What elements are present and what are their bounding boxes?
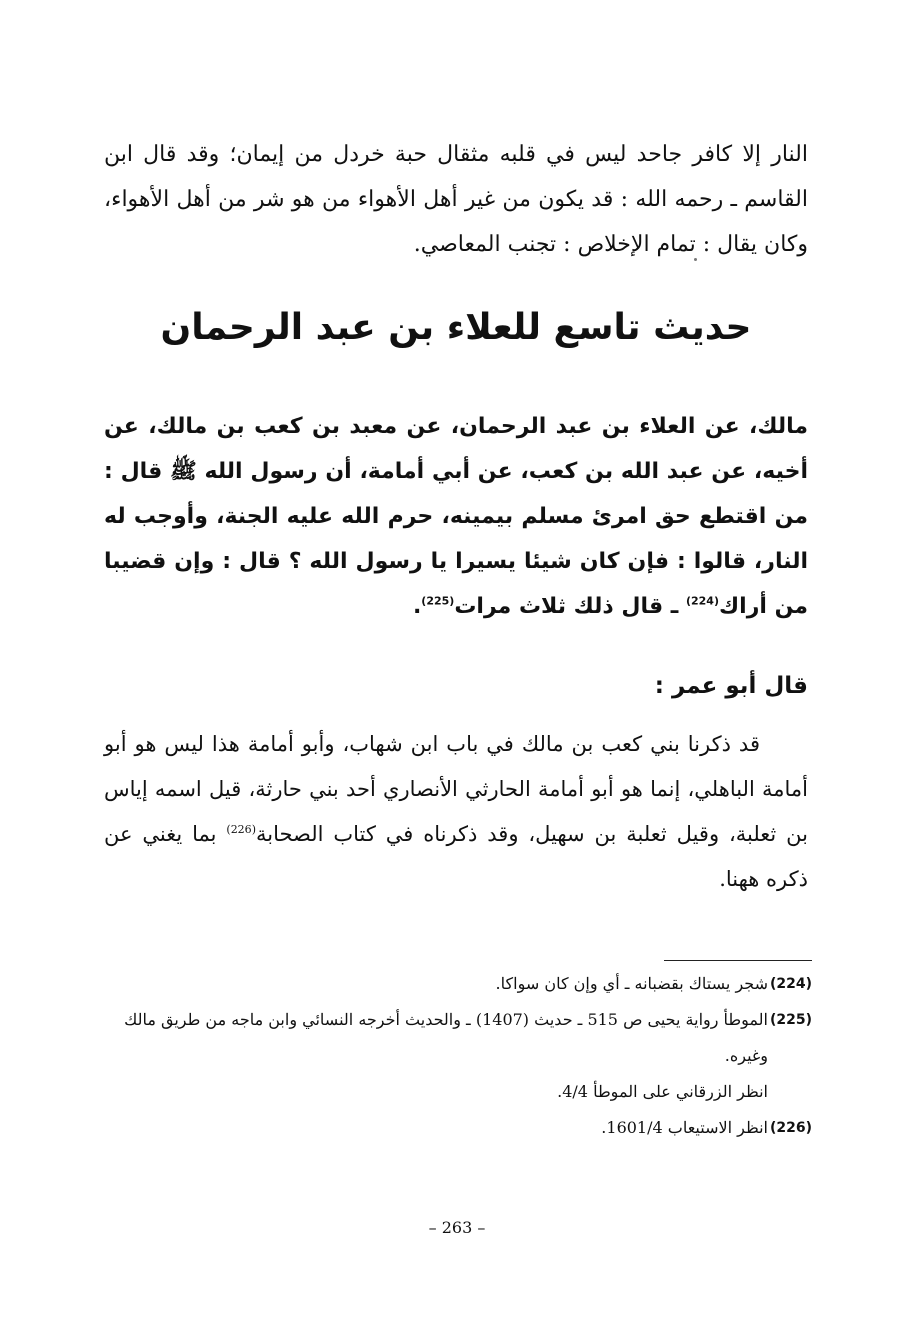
hadith-paragraph: [104, 404, 808, 629]
ink-speck: [694, 258, 697, 261]
footnote-number: (224): [769, 976, 812, 992]
footnote-ref-226: (226): [226, 823, 256, 836]
footnote-number: (225): [769, 1012, 812, 1028]
footnote-225: [104, 1002, 812, 1110]
intro-paragraph: النار إلا كافر جاحد ليس في قلبه مثقال حبة خردل من إيمان؛ وقد قال ابن القاسم ـ رحمه الله : قد يكون من غير أهل الأهواء من هو شر من أهل الأهواء، وكان يقال : تمام الإخلاص : تجنب المعاصي.: [104, 142, 808, 257]
commentary-paragraph: [104, 722, 808, 902]
footnote-ref-224: (224): [685, 594, 719, 608]
commentary-text-end: بما يغني عن ذكره ههنا.: [104, 822, 808, 891]
footnote-separator: [664, 960, 812, 961]
footnotes: [104, 966, 812, 1146]
footnote-text: انظر الزرقاني على الموطأ 4/4.: [557, 1082, 768, 1101]
footnote-text: الموطأ رواية يحيى ص 515 ـ حديث (1407) ـ والحديث أخرجه النسائي وابن ماجه من طريق مالك وغيره.: [124, 1010, 768, 1065]
hadith-text: مالك، عن العلاء بن عبد الرحمان، عن معبد بن كعب بن مالك، عن أخيه، عن عبد الله بن كعب، عن أبي أمامة، أن رسول الله ﷺ قال : من اقتطع حق امرئ مسلم بيمينه، حرم الله عليه الجنة، وأوجب له النار، قالوا : فإن كان شيئا يسيرا يا رسول الله ؟ قال : وإن قضيبا من أراك: [104, 414, 808, 619]
hadith-text-continued: ـ قال ذلك ثلاث مرات: [454, 594, 686, 619]
commentary-heading: قال أبو عمر :: [654, 673, 808, 699]
footnote-226: [104, 1110, 812, 1146]
hadith-text-end: .: [412, 594, 422, 619]
footnote-text: انظر الاستيعاب 1601/4.: [601, 1118, 768, 1137]
commentary-text: قد ذكرنا بني كعب بن مالك في باب ابن شهاب، وأبو أمامة هذا ليس هو أبو أمامة الباهلي، إنما هو أبو أمامة الحارثي الأنصاري أحد بني حارثة، قيل اسمه إياس بن ثعلبة، وقيل ثعلبة بن سهيل، وقد ذكرناه في كتاب الصحابة: [104, 732, 808, 846]
footnote-224: [104, 966, 812, 1002]
page-number: – 263 –: [428, 1218, 486, 1237]
section-title: حديث تاسع للعلاء بن عبد الرحمان: [160, 307, 752, 348]
footnote-number: (226): [769, 1120, 812, 1136]
footnote-text: شجر يستاك بقضبانه ـ أي وإن كان سواكا.: [495, 974, 768, 993]
footnote-ref-225: (225): [421, 594, 455, 608]
